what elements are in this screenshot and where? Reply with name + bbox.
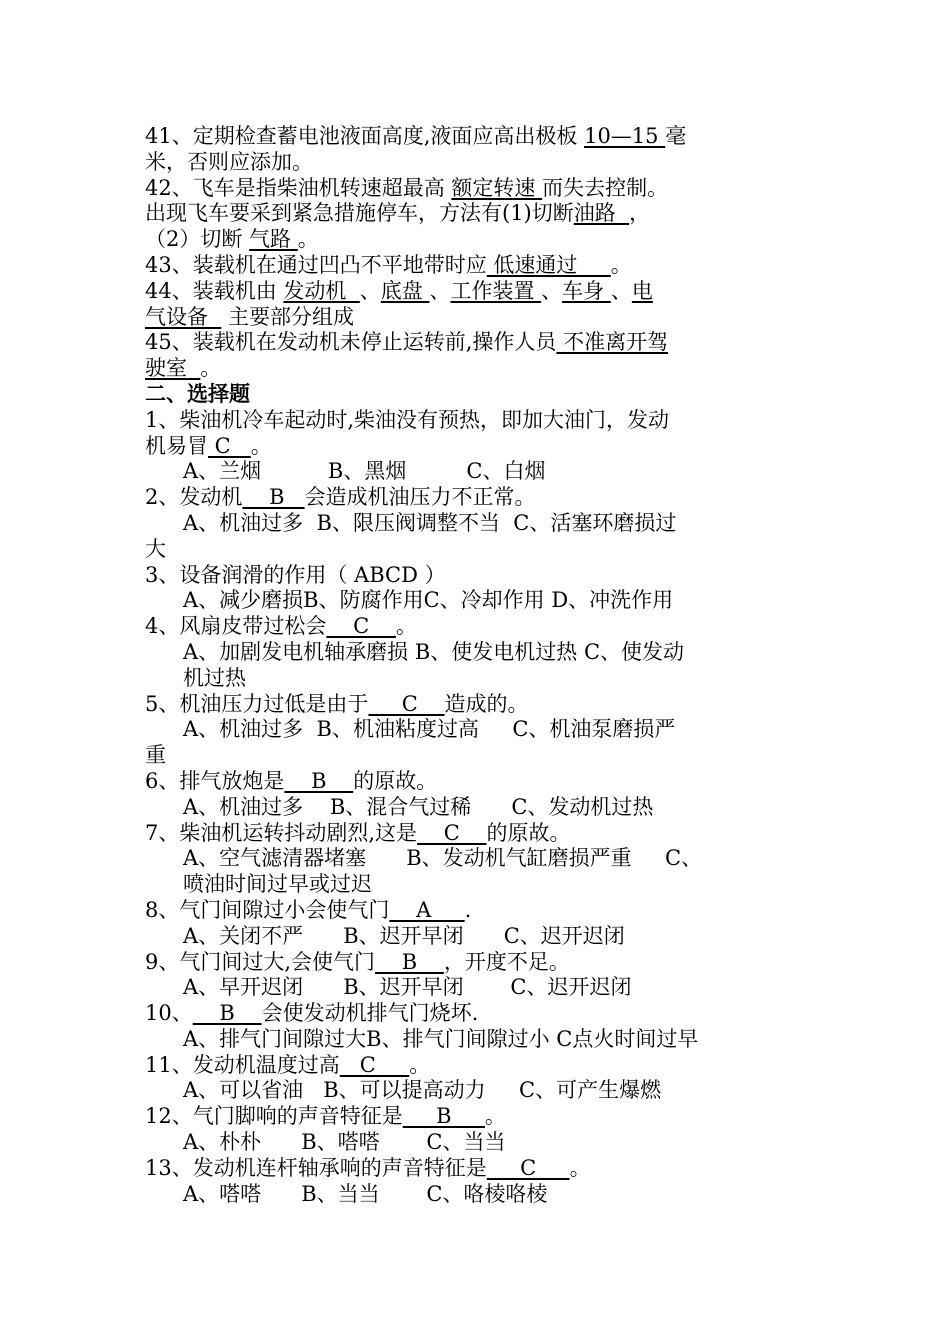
q44-line1 [145, 279, 810, 305]
q42-text: 42、飞车是指柴油机转速超最高 [145, 175, 452, 200]
c4-answer: C [326, 614, 396, 639]
c1-text: 机易冒 [145, 433, 208, 458]
c7-options: A、空气滤清器堵塞 B、发动机气缸磨损严重 C、 [183, 846, 703, 871]
c13-options: A、嗒嗒 B、当当 C、咯棱咯棱 [183, 1181, 548, 1206]
c5-text-tail: 造成的。 [444, 691, 529, 716]
c12-text-tail: 。 [484, 1104, 506, 1129]
c8-answer: A [389, 897, 465, 922]
section-title: 二、选择题 [145, 381, 250, 406]
c9-options: A、早开迟闭 B、迟开早闭 C、迟开迟闭 [183, 975, 632, 1000]
document-page [145, 124, 810, 1207]
c4-options-wrap: 机过热 [183, 665, 246, 690]
q44-answer-4: 车身 [562, 278, 611, 303]
q43-line [145, 253, 810, 279]
q44-text: 44、装载机由 [145, 278, 284, 303]
c12-line [145, 1104, 810, 1130]
q42-answer-3: 气路 [249, 227, 298, 252]
c10-text: 10、 [145, 1001, 193, 1026]
c2-text-tail: 会造成机油压力不正常。 [304, 485, 536, 510]
c5-options: A、机油过多 B、机油粘度过高 C、机油泵磨损严 [183, 717, 676, 742]
c1-answer: C [208, 433, 251, 458]
c6-answer: B [284, 768, 354, 793]
q42-line2 [145, 201, 810, 227]
c8-options: A、关闭不严 B、迟开早闭 C、迟开迟闭 [183, 923, 625, 948]
q42-text-3-tail: 。 [297, 227, 319, 252]
c6-line [145, 769, 810, 795]
c12-text: 12、气门脚响的声音特征是 [145, 1104, 403, 1129]
c7-text-tail: 的原故。 [486, 820, 571, 845]
q44-answer-5-start: 电 [631, 278, 653, 303]
q45-text: 45、装载机在发动机未停止运转前,操作人员 [145, 330, 557, 355]
c5-text: 5、机油压力过低是由于 [145, 691, 369, 716]
q44-answer-3: 工作装置 [450, 278, 542, 303]
q44-text-tail: 主要部分组成 [221, 304, 355, 329]
c4-text: 4、风扇皮带过松会 [145, 614, 327, 639]
c12-answer: B [402, 1104, 485, 1129]
c4-line [145, 614, 810, 640]
q42-text-2-tail: ， [629, 201, 651, 226]
q45-answer-end: 驶室 [145, 356, 201, 381]
q43-answer: 低速通过 [486, 252, 611, 277]
q44-line2 [145, 305, 810, 331]
q41-line2: 米，否则应添加。 [145, 149, 313, 174]
c10-line [145, 1001, 810, 1027]
q44-answer-1: 发动机 [283, 278, 360, 303]
q41-line1 [145, 124, 810, 150]
c3-line: 3、设备润滑的作用（ ABCD ） [145, 562, 446, 587]
c7-line [145, 821, 810, 847]
q42-line3 [145, 227, 810, 253]
q42-answer-1: 额定转速 [451, 175, 543, 200]
c2-answer: B [242, 485, 305, 510]
q45-line2 [145, 356, 810, 382]
c2-options: A、机油过多 B、限压阀调整不当 C、活塞环磨损过 [183, 510, 677, 535]
c9-text-tail: ，开度不足。 [443, 949, 570, 974]
c4-text-tail: 。 [395, 614, 417, 639]
c8-line [145, 898, 810, 924]
c13-line [145, 1156, 810, 1182]
q42-line1 [145, 176, 810, 202]
c13-text-tail: 。 [569, 1155, 591, 1180]
c8-text-tail: . [464, 897, 472, 922]
c5-options-wrap: 重 [145, 743, 166, 768]
c1-line2 [145, 434, 810, 460]
q42-text-tail: 而失去控制。 [542, 175, 669, 200]
q44-sep-3: 、 [541, 278, 563, 303]
c2-line [145, 485, 810, 511]
q42-text-2: 出现飞车要采到紧急措施停车，方法有(1)切断 [145, 201, 574, 226]
c10-answer: B [192, 1001, 262, 1026]
q43-text-tail: 。 [610, 252, 632, 277]
c1-line1: 1、柴油机冷车起动时,柴油没有预热，即加大油门，发动 [145, 407, 670, 432]
q44-answer-5-end: 气设备 [145, 304, 222, 329]
c11-answer: C [339, 1052, 410, 1077]
c11-line [145, 1053, 810, 1079]
c4-options: A、加剧发电机轴承磨损 B、使发电机过热 C、使发动 [183, 639, 685, 664]
c1-options: A、兰烟 B、黑烟 C、白烟 [183, 459, 546, 484]
c11-text-tail: 。 [409, 1052, 431, 1077]
c5-line [145, 692, 810, 718]
c2-options-wrap: 大 [145, 536, 166, 561]
q44-sep-1: 、 [359, 278, 381, 303]
q42-text-3: （2）切断 [145, 227, 250, 252]
q43-text: 43、装载机在通过凹凸不平地带时应 [145, 252, 487, 277]
c12-options: A、朴朴 B、嗒嗒 C、当当 [183, 1130, 506, 1155]
q44-sep-4: 、 [610, 278, 632, 303]
c13-text: 13、发动机连杆轴承响的声音特征是 [145, 1155, 487, 1180]
c9-text: 9、气门间过大,会使气门 [145, 949, 376, 974]
q45-answer-start: 不准离开驾 [556, 330, 669, 355]
c9-line [145, 950, 810, 976]
c13-answer: C [486, 1155, 570, 1180]
q42-answer-2: 油路 [573, 201, 630, 226]
c7-answer: C [417, 820, 487, 845]
c10-text-tail: 会使发动机排气门烧坏. [261, 1001, 479, 1026]
c3-options: A、减少磨损B、防腐作用C、冷却作用 D、冲洗作用 [183, 588, 674, 613]
c7-options-wrap: 喷油时间过早或过迟 [183, 872, 372, 897]
c5-answer: C [368, 691, 445, 716]
c6-text-tail: 的原故。 [353, 768, 438, 793]
q41-answer: 10—15 [584, 124, 666, 148]
c6-text: 6、排气放炮是 [145, 768, 285, 793]
c8-text: 8、气门间隙过小会使气门 [145, 897, 390, 922]
c10-options: A、排气门间隙过大B、排气门间隙过小 C点火时间过早 [183, 1026, 699, 1051]
c11-text: 11、发动机温度过高 [145, 1052, 340, 1077]
c7-text: 7、柴油机运转抖动剧烈,这是 [145, 820, 418, 845]
c6-options: A、机油过多 B、混合气过稀 C、发动机过热 [183, 794, 654, 819]
q44-answer-2: 底盘 [380, 278, 430, 303]
c9-answer: B [375, 949, 444, 974]
q41-text-tail: 毫 [665, 124, 687, 148]
q44-sep-2: 、 [429, 278, 451, 303]
c2-text: 2、发动机 [145, 485, 243, 510]
q45-line1 [145, 330, 810, 356]
q45-text-tail: 。 [200, 356, 222, 381]
c1-text-tail: 。 [250, 433, 272, 458]
c11-options: A、可以省油 B、可以提高动力 C、可产生爆燃 [183, 1078, 662, 1103]
q41-text: 41、定期检查蓄电池液面高度,液面应高出极板 [145, 124, 585, 148]
